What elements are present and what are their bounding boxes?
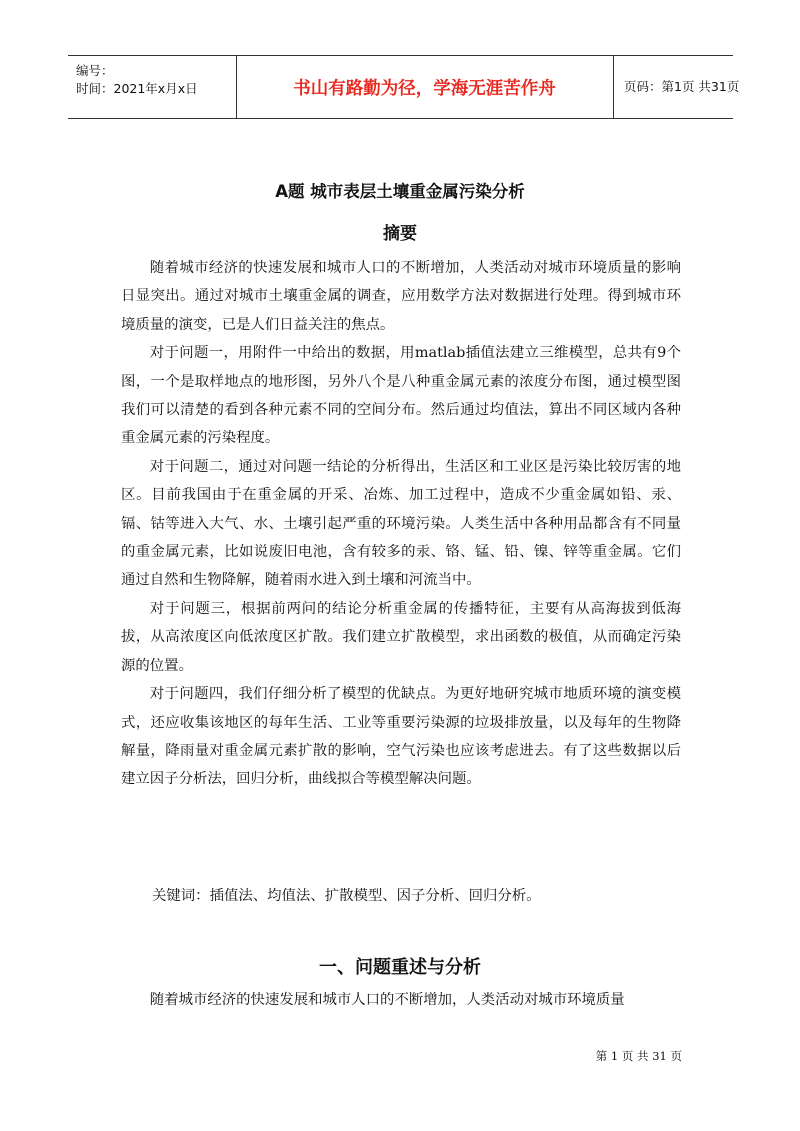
motto: 书山有路勤为径，学海无涯苦作舟 (293, 78, 556, 99)
page-label: 页码：第1页 共31页 (624, 79, 740, 94)
header-meta-cell (68, 56, 237, 118)
doc-title: A题 城市表层土壤重金属污染分析 (275, 182, 525, 201)
abstract-body (121, 254, 681, 794)
keywords: 关键词：插值法、均值法、扩散模型、因子分析、回归分析。 (152, 888, 541, 904)
section-heading: 一、问题重述与分析 (319, 957, 481, 978)
paragraph: 对于问题二，通过对问题一结论的分析得出，生活区和工业区是污染比较厉害的地区。目前我国由于在重金属的开采、冶炼、加工过程中，造成不少重金属如铅、汞、镉、钴等进入大气、水、土壤引起严重的环境污染。人类生活中各种用品都含有不同量的重金属元素，比如说废旧电池，含有较多的汞、铬、锰、铅、镍、锌等重金属。它们通过自然和生物降解，随着雨水进入到土壤和河流当中。 (121, 458, 681, 589)
header-motto-cell (236, 56, 614, 118)
paragraph: 对于问题三，根据前两问的结论分析重金属的传播特征，主要有从高海拔到低海拔，从高浓度区向低浓度区扩散。我们建立扩散模型，求出函数的极值，从而确定污染源的位置。 (121, 600, 681, 674)
abstract-heading: 摘要 (383, 224, 417, 244)
page-footer: 第 1 页 共 31 页 (595, 1049, 682, 1063)
paragraph: 对于问题一，用附件一中给出的数据，用matlab插值法建立三维模型，总共有9个图，一个是取样地点的地形图，另外八个是八种重金属元素的浓度分布图，通过模型图我们可以清楚的看到各种元素不同的空间分布。然后通过均值法，算出不同区域内各种重金属元素的污染程度。 (121, 345, 681, 447)
paragraph: 对于问题四，我们仔细分析了模型的优缺点。为更好地研究城市地质环境的演变模式，还应收集该地区的每年生活、工业等重要污染源的垃圾排放量，以及每年的生物降解量，降雨量对重金属元素扩散的影响，空气污染也应该考虑进去。有了这些数据以后建立因子分析法，回归分析，曲线拟合等模型解决问题。 (121, 686, 681, 788)
code-label: 编号： (76, 63, 114, 78)
time-label: 时间：2021年x月x日 (76, 81, 198, 96)
header-table (68, 55, 740, 119)
paragraph: 随着城市经济的快速发展和城市人口的不断增加，人类活动对城市环境质量的影响日显突出。通过对城市土壤重金属的调查，应用数学方法对数据进行处理。得到城市环境质量的演变，已是人们日益关注的焦点。 (121, 260, 681, 333)
header-page-cell (614, 56, 740, 118)
paragraph: 随着城市经济的快速发展和城市人口的不断增加，人类活动对城市环境质量 (149, 992, 625, 1008)
section-body (121, 986, 681, 1014)
